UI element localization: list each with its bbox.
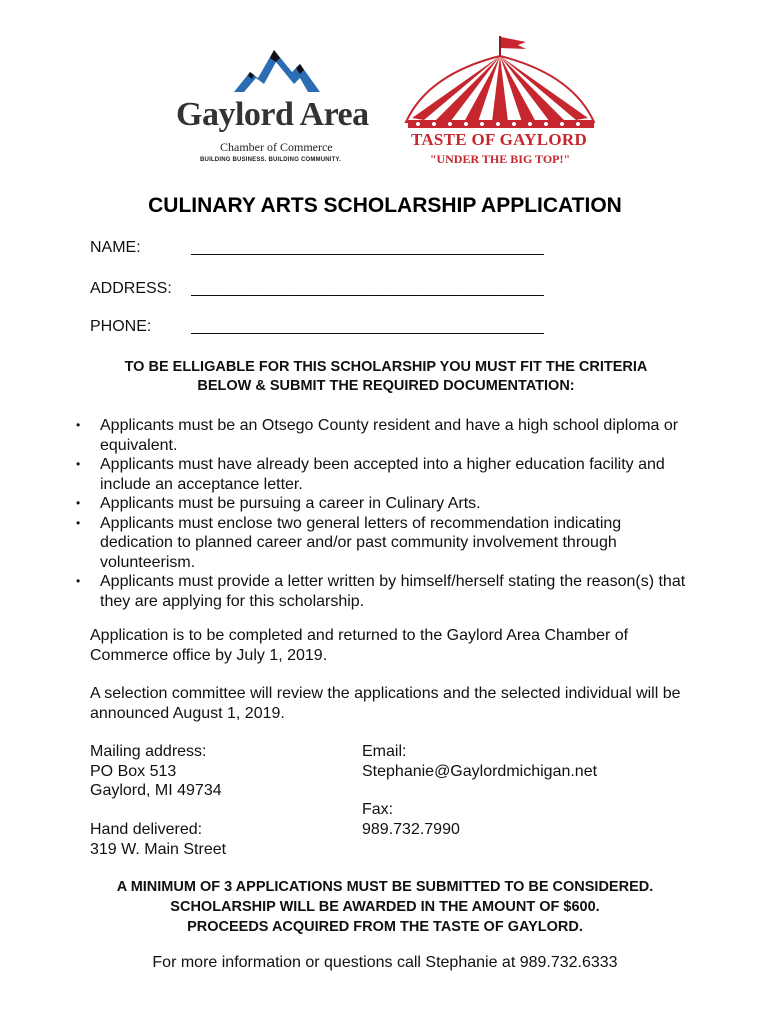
taste-of-gaylord-logo	[398, 34, 598, 170]
list-item: • Applicants must provide a letter written by himself/herself stating the reason(s) that they are applying for this scholarship.	[76, 572, 686, 611]
name-field[interactable]: __________________________________________	[191, 239, 544, 256]
mountain-icon	[234, 44, 320, 94]
mailing-address	[90, 742, 222, 801]
hand-delivered	[90, 820, 226, 859]
email-link[interactable]: Stephanie@Gaylordmichigan.net	[362, 762, 598, 780]
chamber-name: Gaylord Area	[176, 96, 369, 133]
email-label: Email:	[362, 743, 407, 760]
list-item: • Applicants must be pursuing a career in Culinary Arts.	[76, 494, 686, 514]
notice-line3: PROCEEDS ACQUIRED FROM THE TASTE OF GAYLORD.	[187, 919, 583, 935]
mailing-line1: PO Box 513	[90, 762, 177, 780]
mailing-label: Mailing address:	[90, 743, 207, 760]
criteria-heading	[86, 358, 686, 396]
name-label: NAME:	[90, 239, 141, 256]
phone-label: PHONE:	[90, 318, 152, 335]
criteria-list	[76, 416, 686, 611]
chamber-tagline: BUILDING BUSINESS. BUILDING COMMUNITY.	[200, 157, 341, 163]
phone-field[interactable]: __________________________________________	[191, 318, 544, 335]
list-item: • Applicants must be an Otsego County resident and have a high school diploma or equivalent.	[76, 416, 686, 455]
fax-block	[362, 800, 460, 839]
footer-contact: For more information or questions call Stephanie at 989.732.6333	[152, 954, 618, 971]
notice-line1: A MINIMUM OF 3 APPLICATIONS MUST BE SUBMITTED TO BE CONSIDERED.	[116, 879, 654, 895]
taste-tagline: "UNDER THE BIG TOP!"	[429, 152, 571, 166]
gaylord-area-chamber-logo	[176, 44, 376, 168]
notice-block	[60, 877, 710, 937]
hand-address: 319 W. Main Street	[90, 840, 227, 858]
notice-line2: SCHOLARSHIP WILL BE AWARDED IN THE AMOUNT OF $600.	[170, 899, 600, 915]
mailing-line2: Gaylord, MI 49734	[90, 782, 222, 799]
criteria-heading-line2: BELOW & SUBMIT THE REQUIRED DOCUMENTATION:	[197, 378, 575, 394]
chamber-subtitle: Chamber of Commerce	[220, 140, 333, 154]
address-label: ADDRESS:	[90, 280, 172, 297]
fax-label: Fax:	[362, 801, 394, 818]
page-title: CULINARY ARTS SCHOLARSHIP APPLICATION	[148, 194, 622, 217]
hand-label: Hand delivered:	[90, 821, 203, 838]
circus-tent-icon	[398, 34, 598, 130]
email-block	[362, 742, 597, 781]
list-item: • Applicants must enclose two general letters of recommendation indicating dedication to planned career and/or past community involvement through volunteerism.	[76, 514, 686, 573]
selection-paragraph: A selection committee will review the applications and the selected individual will be announced August 1, 2019.	[90, 685, 681, 722]
list-item: • Applicants must have already been accepted into a higher education facility and include an acceptance letter.	[76, 455, 686, 494]
criteria-heading-line1: TO BE ELLIGABLE FOR THIS SCHOLARSHIP YOU MUST FIT THE CRITERIA	[124, 359, 648, 375]
address-field[interactable]: __________________________________________	[191, 280, 544, 297]
deadline-paragraph: Application is to be completed and returned to the Gaylord Area Chamber of Commerce office by July 1, 2019.	[90, 627, 629, 664]
taste-name: TASTE OF GAYLORD	[410, 130, 588, 149]
fax-number: 989.732.7990	[362, 820, 460, 838]
